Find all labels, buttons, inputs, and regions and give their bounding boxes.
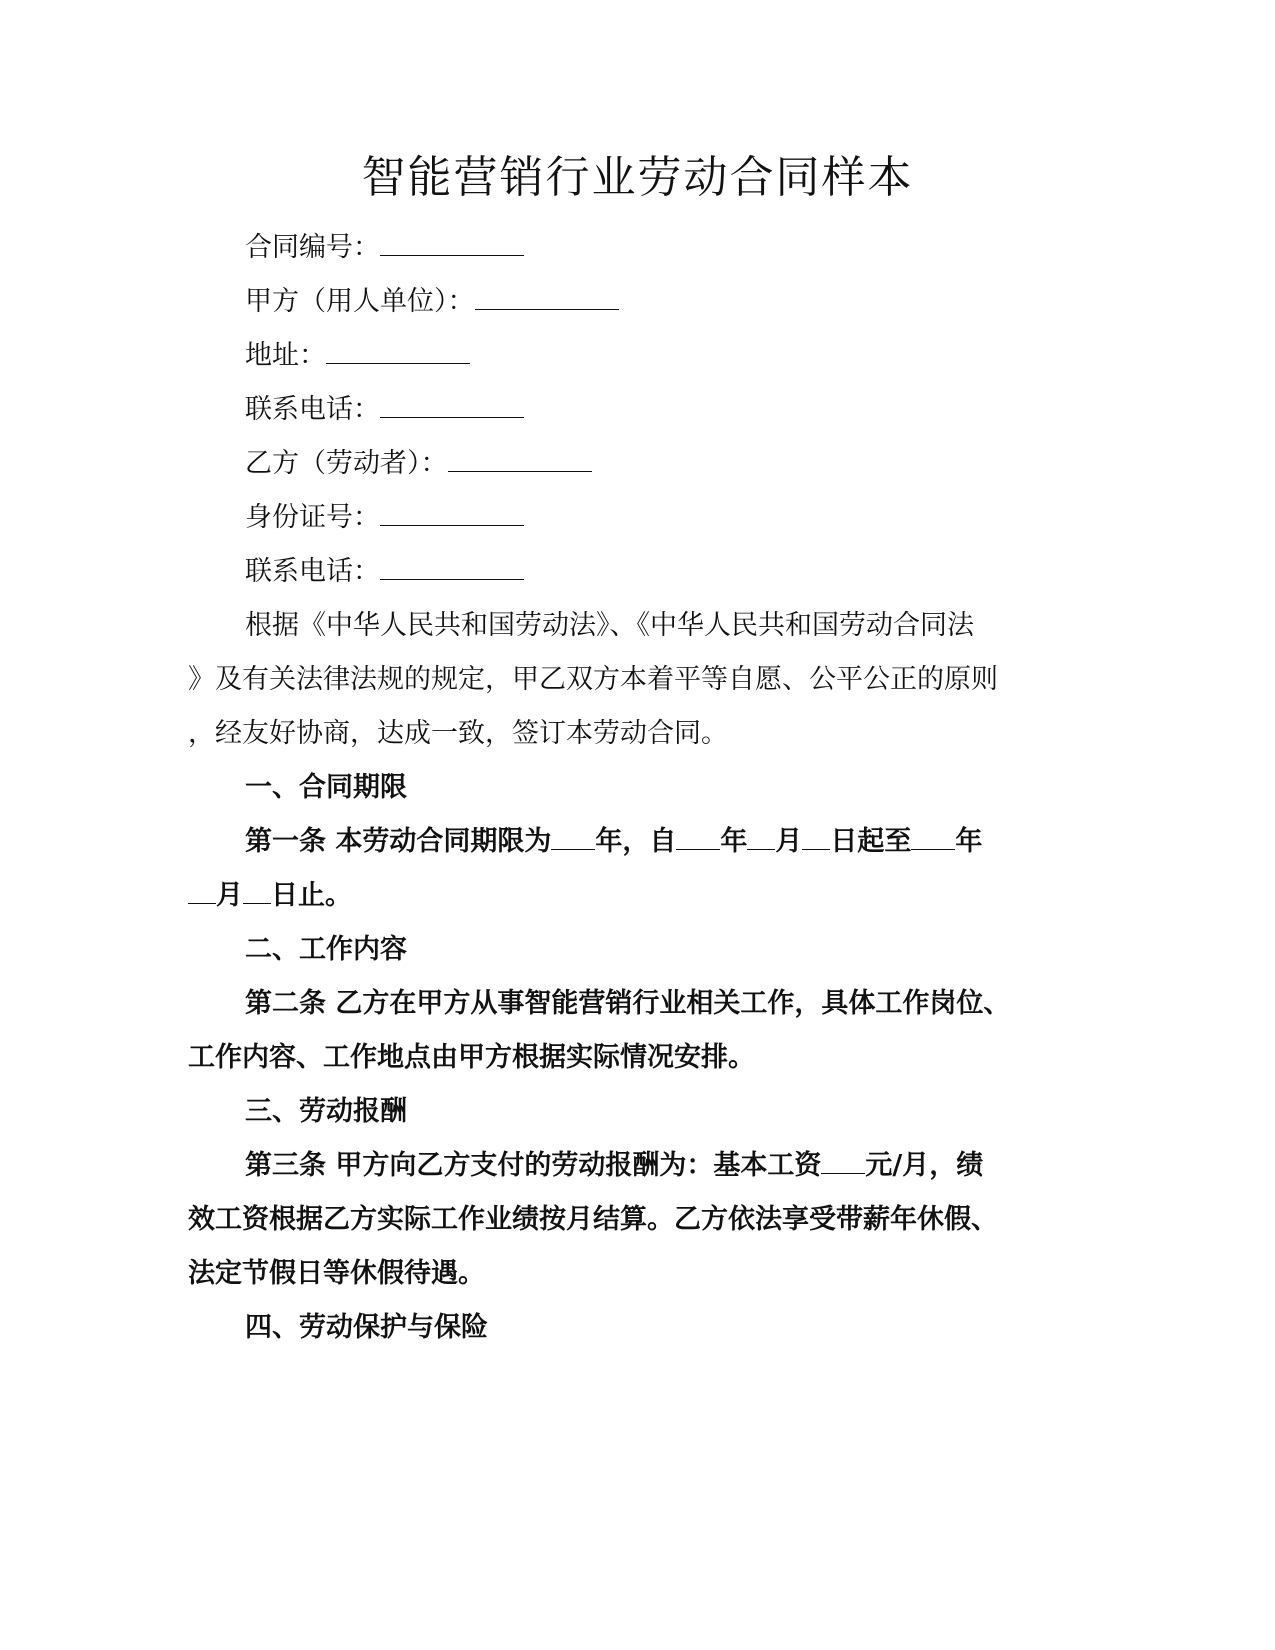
fill-blank [243, 877, 271, 904]
field-label: 乙方（劳动者）： [245, 448, 448, 479]
article-text: 第三条 甲方向乙方支付的劳动报酬为：基本工资 [245, 1150, 822, 1181]
fill-blank [380, 553, 524, 580]
article-text: 月 [216, 880, 243, 911]
section-heading-work: 二、工作内容 [245, 934, 407, 965]
preamble-line-1: 根据《中华人民共和国劳动法》、《中华人民共和国劳动合同法 [245, 610, 974, 641]
section-heading-protection: 四、劳动保护与保险 [245, 1312, 488, 1343]
article-text: 日起至 [830, 826, 912, 857]
document-title: 智能营销行业劳动合同样本 [361, 152, 914, 203]
section-heading-pay: 三、劳动报酬 [245, 1096, 407, 1127]
fill-blank [448, 445, 592, 472]
field-label: 身份证号： [245, 502, 380, 533]
fill-blank [380, 499, 524, 526]
article-text: 月 [775, 826, 803, 857]
article-3-line-3: 法定节假日等休假待遇。 [188, 1258, 485, 1289]
fill-blank [676, 823, 720, 850]
fill-blank [380, 229, 524, 256]
preamble-line-3: ，经友好协商，达成一致，签订本劳动合同。 [188, 718, 728, 749]
preamble-line-2: 》及有关法律法规的规定，甲乙双方本着平等自愿、公平公正的原则 [188, 664, 998, 695]
field-label: 合同编号： [245, 232, 380, 263]
fill-blank [380, 391, 524, 418]
field-label: 地址： [245, 340, 326, 371]
section-heading-term: 一、合同期限 [245, 772, 407, 803]
article-text: 年 [720, 826, 748, 857]
field-label: 甲方（用人单位）： [245, 286, 475, 317]
field-party-b [245, 444, 592, 484]
article-1-line-2 [188, 876, 352, 916]
fill-blank [326, 337, 470, 364]
field-party-b-phone [245, 552, 524, 592]
field-contract-number [245, 228, 524, 268]
fill-blank [747, 823, 775, 850]
field-label: 联系电话： [245, 556, 380, 587]
fill-blank [911, 823, 955, 850]
article-3-line-2: 效工资根据乙方实际工作业绩按月结算。乙方依法享受带薪年休假、 [188, 1204, 998, 1235]
fill-blank [475, 283, 619, 310]
field-party-a-phone [245, 390, 524, 430]
fill-blank [821, 1147, 865, 1174]
field-address [245, 336, 470, 376]
article-2-line-2: 工作内容、工作地点由甲方根据实际情况安排。 [188, 1042, 755, 1073]
article-text: 元/月，绩 [865, 1150, 984, 1181]
article-1-line-1 [245, 822, 982, 862]
article-text: 年，自 [595, 826, 677, 857]
field-label: 联系电话： [245, 394, 380, 425]
fill-blank [802, 823, 830, 850]
article-3-line-1 [245, 1146, 983, 1186]
article-text: 日止。 [271, 880, 352, 911]
article-text: 年 [955, 826, 983, 857]
fill-blank [551, 823, 595, 850]
fill-blank [188, 877, 216, 904]
article-2-line-1: 第二条 乙方在甲方从事智能营销行业相关工作，具体工作岗位、 [245, 988, 1011, 1019]
article-text: 第一条 本劳动合同期限为 [245, 826, 552, 857]
field-party-a [245, 282, 619, 322]
field-id-number [245, 498, 524, 538]
